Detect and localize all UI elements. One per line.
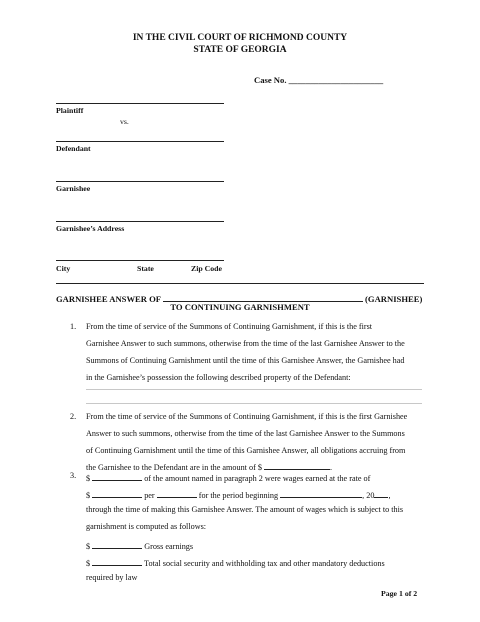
defendant-line xyxy=(56,141,224,142)
answer-title-suffix: (GARNISHEE) xyxy=(362,294,423,304)
answer-subtitle: TO CONTINUING GARNISHMENT xyxy=(170,302,310,312)
case-number-label: Case No. xyxy=(254,75,289,85)
section-3-number: 3. xyxy=(70,471,77,480)
section-2-number: 2. xyxy=(70,412,77,421)
period-beginning-text: for the period beginning xyxy=(196,491,281,500)
deductions-row xyxy=(86,556,385,568)
plaintiff-line xyxy=(56,103,224,104)
required-by-law-text: required by law xyxy=(86,573,138,582)
city-label: City xyxy=(56,264,71,273)
state-label: State xyxy=(137,264,154,273)
case-number-blank: ______________________ xyxy=(288,75,384,85)
deductions-blank[interactable] xyxy=(92,556,142,566)
section-3-line-2 xyxy=(86,488,390,500)
section-1-line: in the Garnishee’s possession the following described property of the Defendant: xyxy=(86,373,351,382)
garnishee-line xyxy=(56,181,224,182)
year-blank[interactable] xyxy=(374,488,391,500)
section-1-number: 1. xyxy=(70,322,77,331)
section-1-line: Garnishee Answer to such summons, otherwise from the time of the last Garnishee Answer to the xyxy=(86,339,405,348)
section-2-line: From the time of service of the Summons of Continuing Garnishment, if this is the first Garnishee xyxy=(86,412,408,421)
dollar-sign: $ xyxy=(86,474,91,483)
section-1-line: Summons of Continuing Garnishment until the time of this Garnishee Answer, the Garnishee had xyxy=(86,356,405,365)
defendant-label: Defendant xyxy=(56,144,91,153)
garnishee-address-label: Garnishee’s Address xyxy=(56,224,125,233)
obligations-amount-blank[interactable] xyxy=(264,460,333,472)
pay-period-blank[interactable] xyxy=(157,488,197,498)
obligations-amount-label: the Garnishee to the Defendant are in the amount of $ xyxy=(86,463,265,472)
dollar-sign: $ xyxy=(86,542,91,551)
state-title: STATE OF GEORGIA xyxy=(193,45,287,55)
per-text: per xyxy=(142,491,157,500)
dollar-sign: $ xyxy=(86,559,91,568)
deductions-label: Total social security and withholding tax and other mandatory deductions xyxy=(142,559,385,568)
garnishee-label: Garnishee xyxy=(56,184,91,193)
section-1-text xyxy=(86,318,426,386)
section-3-line-4: garnishment is computed as follows: xyxy=(86,522,207,531)
section-3-line-3: through the time of making this Garnishee Answer. The amount of wages which is subject to this xyxy=(86,505,404,514)
zip-code-label: Zip Code xyxy=(191,264,222,273)
gross-earnings-blank[interactable] xyxy=(92,539,142,549)
plaintiff-label: Plaintiff xyxy=(56,106,84,115)
versus-text: vs. xyxy=(120,117,129,126)
page-number: Page 1 of 2 xyxy=(381,589,418,598)
case-number xyxy=(254,75,383,85)
year-prefix: , 20 xyxy=(362,491,375,500)
gross-earnings-row xyxy=(86,539,193,551)
garnishee-name-blank[interactable] xyxy=(163,292,363,302)
section-3-line-1 xyxy=(86,471,370,483)
section-2-line: Answer to such summons, otherwise from the time of the last Garnishee Answer to the Summons xyxy=(86,429,405,438)
court-title: IN THE CIVIL COURT OF RICHMOND COUNTY xyxy=(132,33,348,43)
garnishee-address-line xyxy=(56,221,224,222)
section-2-line: of Continuing Garnishment until the time of this Garnishee Answer, all obligations accruing from xyxy=(86,446,406,455)
obligations-amount-suffix: . xyxy=(330,463,333,472)
gross-earnings-label: Gross earnings xyxy=(142,542,194,551)
wages-text: of the amount named in paragraph 2 were wages earned at the rate of xyxy=(142,474,371,483)
section-divider xyxy=(56,283,424,284)
city-state-zip-line xyxy=(56,260,224,261)
property-answer-line[interactable] xyxy=(86,403,422,404)
answer-title-prefix: GARNISHEE ANSWER OF xyxy=(56,294,163,304)
wages-amount-blank[interactable] xyxy=(92,471,142,481)
period-start-date-blank[interactable] xyxy=(280,488,362,498)
dollar-sign: $ xyxy=(86,491,91,500)
section-2-text xyxy=(86,408,426,476)
property-answer-line[interactable] xyxy=(86,389,422,390)
year-suffix: , xyxy=(388,491,391,500)
section-1-line: From the time of service of the Summons of Continuing Garnishment, if this is the first xyxy=(86,322,373,331)
wage-rate-blank[interactable] xyxy=(92,488,142,498)
